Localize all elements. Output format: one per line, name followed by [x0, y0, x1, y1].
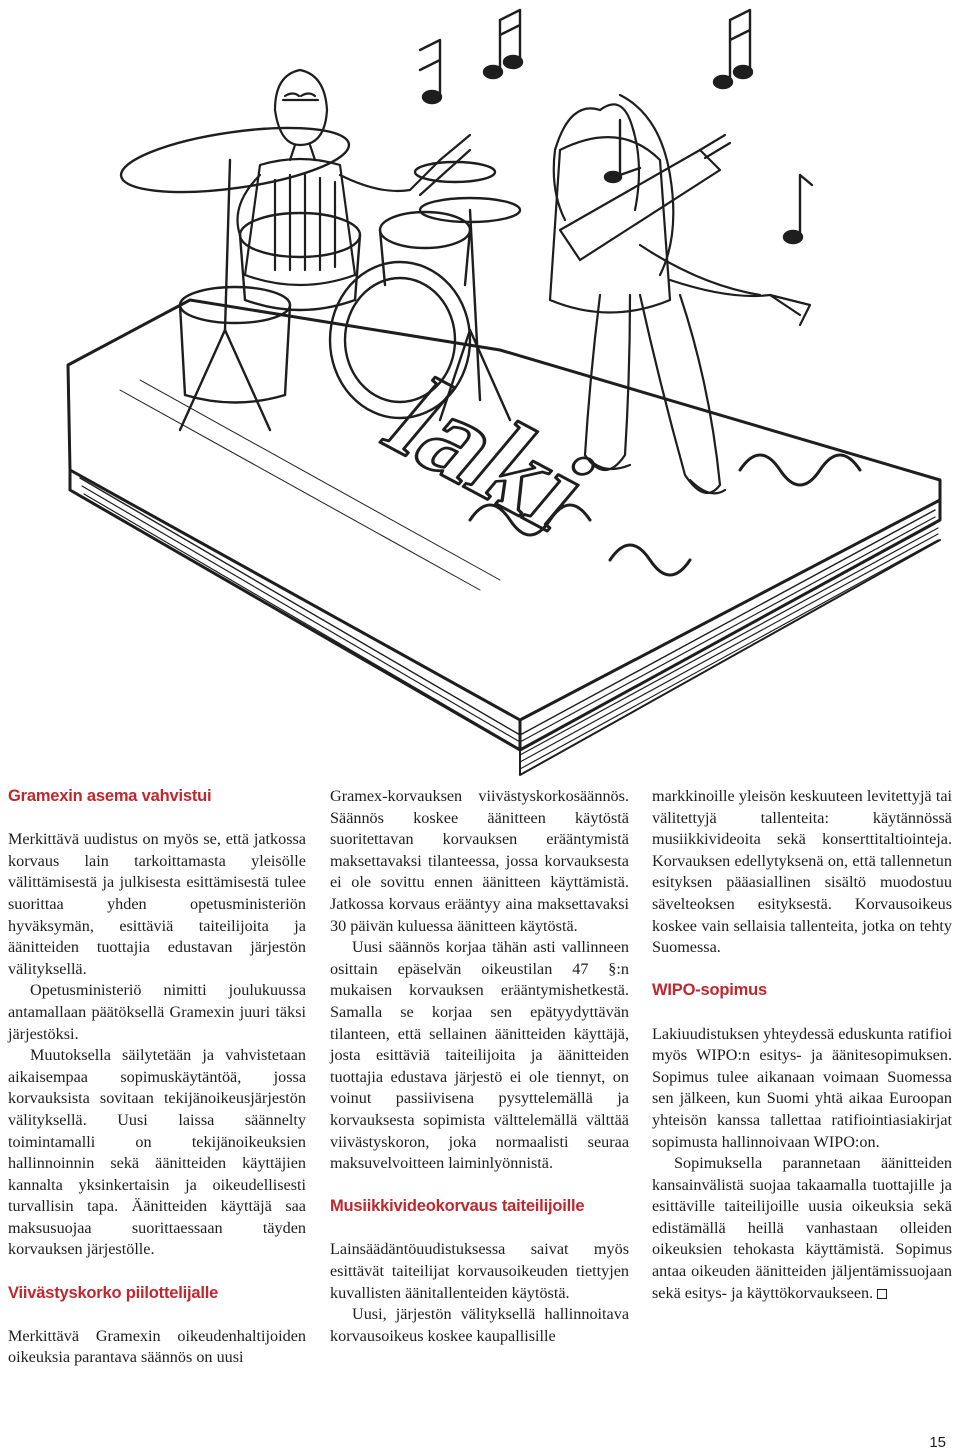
paragraph: Gramex-korvauksen viivästyskorkosäännös. Säännös koskee äänitteen käytöstä suoritettavan korvauksen erääntymistä maksettavaksi tilanteessa, jossa korvauksesta ei ole sovittu ennen äänitteen käyttämistä. Jatkossa korvaus erääntyy aina maksettavaksi 30 päivän kuluessa äänitteen käytöstä.: [330, 787, 629, 935]
paragraph: Uusi säännös korjaa tähän asti vallinneen osittain epäselvän oikeustilan 47 §:n mukaisen korvauksen erääntymishetkestä. Samalla se korjaa sen epätyydyttävän tilanteen, että sellainen äänitteiden käyttäjä, josta esittäviä taiteilijoita ja äänitteiden tuottajia edustava järjestö ei ole tiennyt, on voinut passiivisena pysyttelemällä ja korvauksesta sopimista välttelemällä välttää viivästyskoron, joka normaalisti seuraa maksuvelvoitteen laiminlyönnistä.: [330, 938, 629, 1173]
heading-wipo-sopimus: WIPO-sopimus: [652, 981, 767, 1000]
paragraph: Merkittävä uudistus on myös se, että jatkossa korvaus lain tarkoittamasta yleisölle välittämisestä ja julkisesta esittämisestä tulee suorittaa yhden opetusministeriön hyväksymän, esittäviä taiteilijoita ja äänitteiden tuottajia edustavan järjestön välityksellä.: [8, 830, 306, 978]
paragraph: Lainsäädäntöuudistuksessa saivat myös esittävät taiteilijat korvausoikeuden tiettyjen kuvallisten äänitallenteiden käytöstä.: [330, 1240, 629, 1302]
book-title-text: laki: [360, 358, 619, 553]
paragraph: markkinoille yleisön keskuuteen levitettyjä tai välitettyjä tallenteita: käytännössä musiikkivideoita sekä konserttitaltiointeja. Korvauksen edellytyksenä on, että tallennetun esityksen pääasiallinen sisältö muodostuu sävelteoksen esityksestä. Korvausoikeus koskee vain sellaisia tallenteita, jotka on tehty Suomessa.: [652, 787, 952, 957]
drum-kit-drawing: [117, 116, 520, 430]
music-notes-drawing: [420, 10, 812, 243]
paragraph: [652, 1153, 952, 1304]
text-column-1: [8, 786, 306, 1369]
paragraph-text: Sopimuksella parannetaan äänitteiden kansainvälistä suojaa takaamalla tuottajille ja esittäville taiteilijoille uusia oikeuksia sekä edistämällä heillä vanhastaan olleiden oikeuksien tehokasta käyttämistä. Sopimus antaa oikeuden äänitteiden jäljentämissuojaan sekä esitys- ja käyttökorvaukseen.: [652, 1154, 952, 1302]
heading-gramexin-asema: Gramexin asema vahvistui: [8, 787, 212, 805]
heading-musiikkivideokorvaus: Musiikkivideokorvaus taiteilijoille: [330, 1197, 585, 1216]
page-number: 15: [929, 1434, 946, 1451]
text-column-2: [330, 786, 629, 1347]
end-of-article-mark: [877, 1289, 887, 1299]
text-column-3: [652, 786, 952, 1304]
paragraph: Opetusministeriö nimitti joulukuussa antamallaan päätöksellä Gramexin juuri täksi järjestöksi.: [8, 981, 306, 1043]
heading-viivastyskorko: Viivästyskorko piilottelijalle: [8, 1283, 219, 1302]
paragraph: Merkittävä Gramexin oikeudenhaltijoiden oikeuksia parantava säännös on uusi: [8, 1326, 306, 1367]
paragraph: Uusi, järjestön välityksellä hallinnoitava korvausoikeus koskee kaupallisille: [330, 1305, 629, 1345]
paragraph: Lakiuudistuksen yhteydessä eduskunta ratifioi myös WIPO:n esitys- ja äänitesopimuksen. Sopimus tulee aikanaan voimaan Suomessa sen jälkeen, kun Suomi yhtä aikaa Euroopan yhteisön kanssa tallettaa ratifiointiasiakirjat sopimusta hallinnoivaan WIPO:on.: [652, 1024, 952, 1151]
paragraph: Muutoksella säilytetään ja vahvistetaan aikaisempaa sopimuskäytäntöä, jossa korvauksista sovitaan tekijänoikeusjärjestön välityksellä. Uusi laissa säännelty toimintamalli on tekijänoikeuksien hallinnoinnin sekä äänitteiden käyttäjien kannalta yksinkertaisin ja oikeudellisesti turvallisin tapa. Äänitteiden käyttäjä saa maksusuojaa suorittaessaan täyden korvauksen järjestölle.: [8, 1046, 306, 1259]
